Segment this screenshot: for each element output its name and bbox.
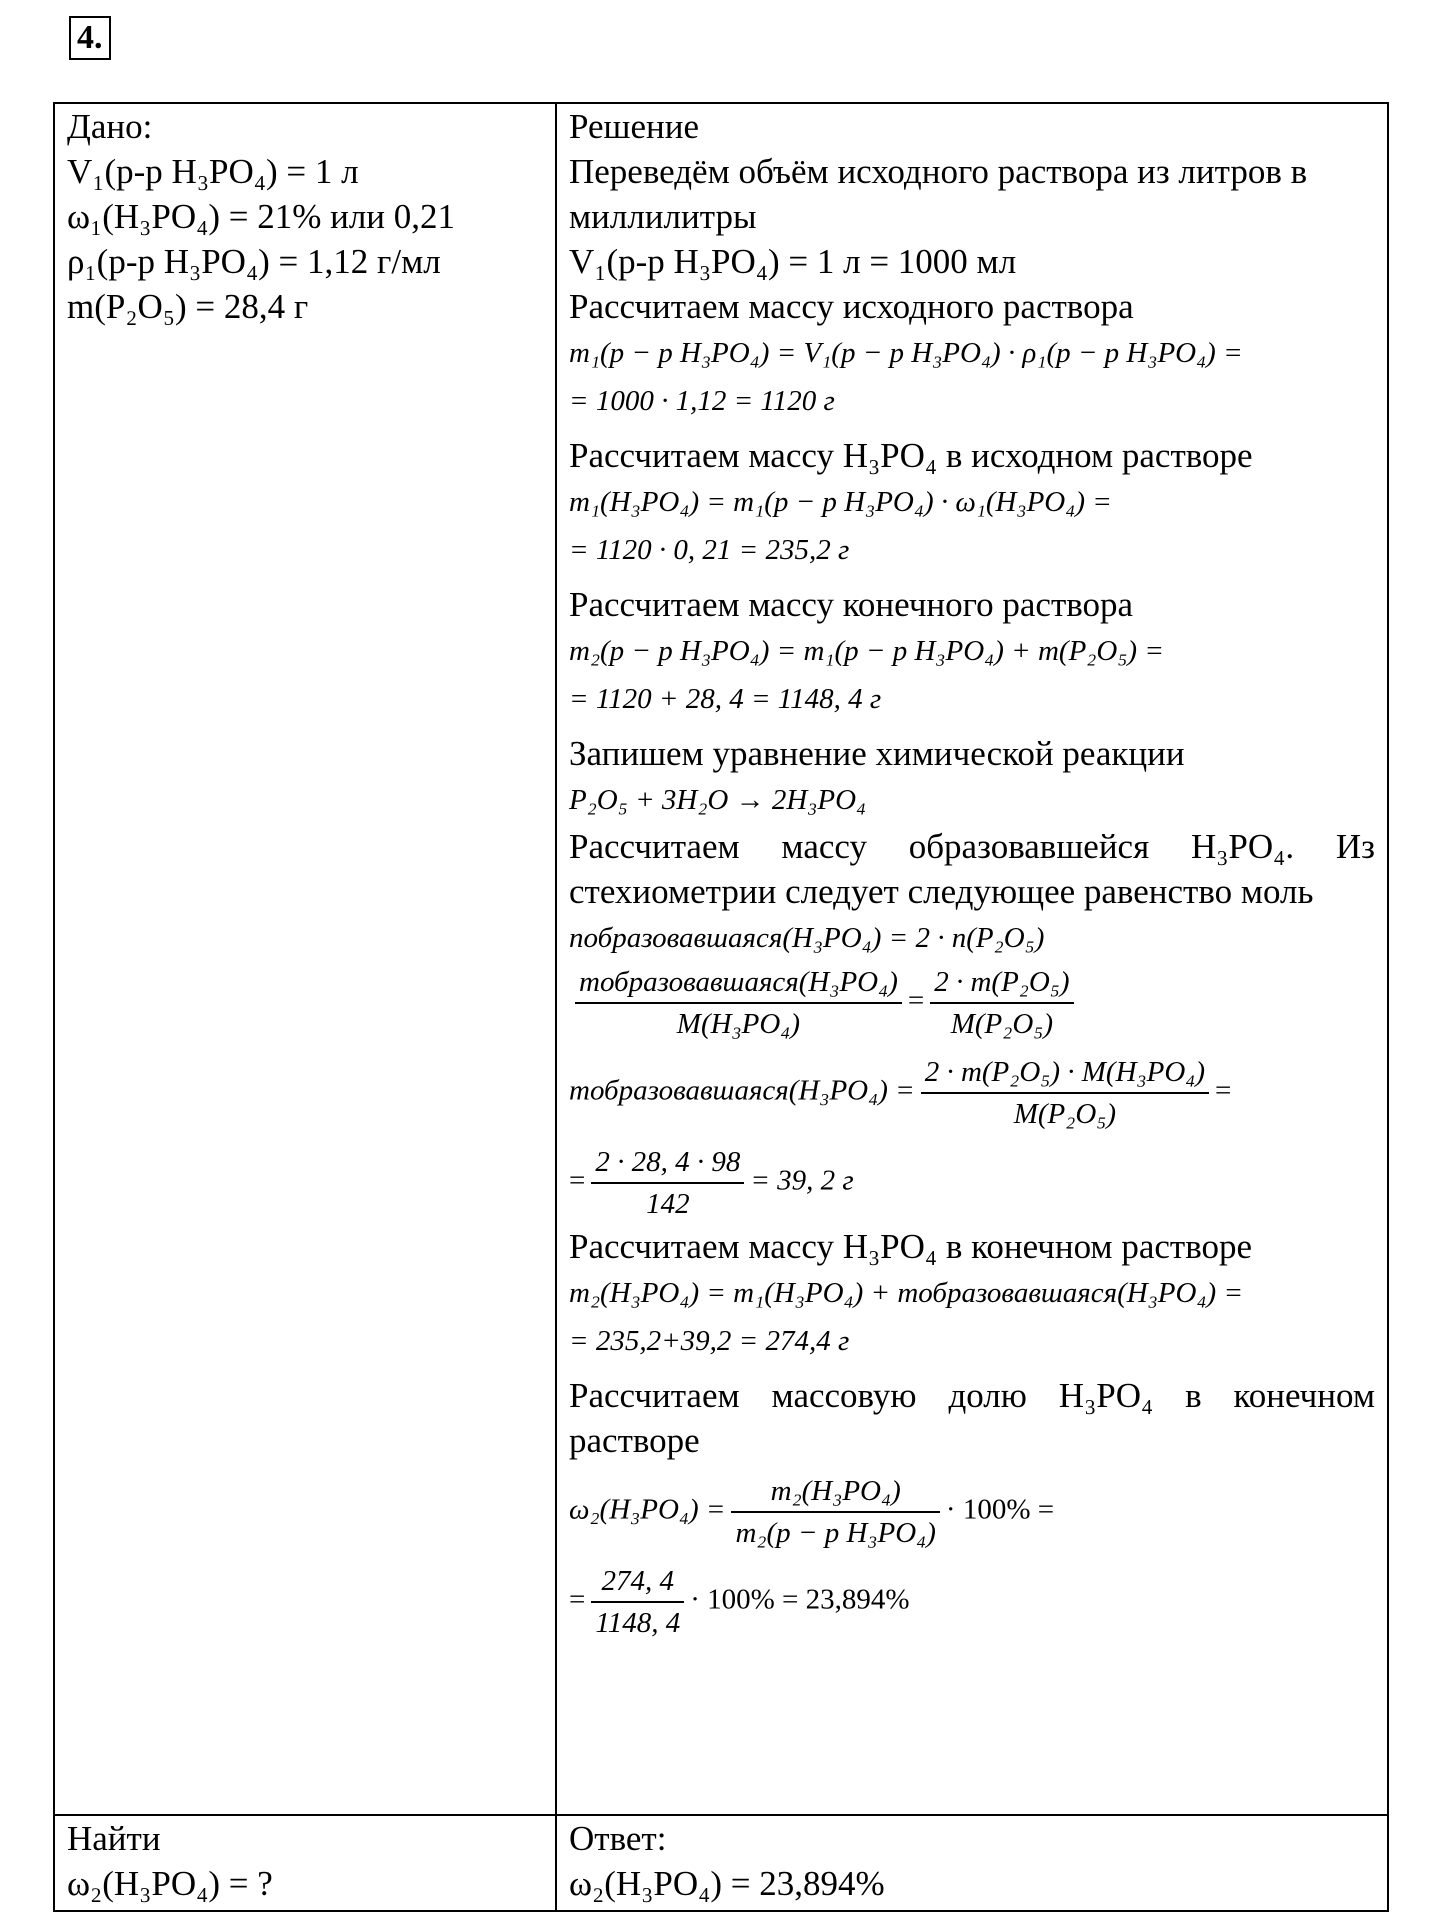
find-cell	[54, 1815, 556, 1911]
step7-equation-2: = 235,2+39,2 = 274,4 г	[569, 1325, 850, 1357]
step8-eq1-left: ω₂(H₃PO₄) =	[569, 1493, 726, 1526]
given-line-density: ρ₁(р-р H₃PO₄) = 1,12 г/мл	[67, 242, 441, 281]
step2-equation-2: = 1000 · 1,12 = 1120 г	[569, 385, 835, 417]
step6-fraction-left-numerator: mобразовавшаяся(H₃PO₄)	[575, 962, 902, 1004]
step7-text: Рассчитаем массу H₃PO₄ в конечном растворе	[569, 1227, 1253, 1266]
given-line-fraction: ω₁(H₃PO₄) = 21% или 0,21	[67, 197, 456, 236]
step4-equation-1: m₂(p − p H₃PO₄) = m₁(p − p H₃PO₄) + m(P₂O₅) =	[569, 635, 1164, 667]
step6-eq4-right: = 39, 2 г	[750, 1164, 854, 1197]
step8-text: Рассчитаем массовую долю H₃PO₄ в конечном растворе	[569, 1376, 1375, 1460]
step8-equation-2: = $\frac{274, 4}{1148, 4}$ · 100% = 23,894%	[569, 1561, 1375, 1643]
step5-text: Запишем уравнение химической реакции	[569, 734, 1185, 773]
step8-eq2-right: · 100% = 23,894%	[690, 1583, 910, 1616]
solution-cell	[556, 103, 1388, 1815]
step7-equation-1: m₂(H₃PO₄) = m₁(H₃PO₄) + mобразовавшаяся(H₃PO₄) =	[569, 1277, 1244, 1309]
step6-fraction-left	[575, 962, 902, 1044]
solution-title: Решение	[569, 107, 700, 146]
step5-equation: P₂O₅ + 3H₂O → 2H₃PO₄	[569, 784, 867, 816]
step6-fraction-right-denominator: M(P₂O₅)	[950, 1008, 1054, 1040]
step8-fraction-1-denominator: m₂(p − p H₃PO₄)	[735, 1517, 936, 1549]
step6-text: Рассчитаем массу образовавшейся H₃PO₄. Из стехиометрии следует следующее равенство моль	[569, 827, 1375, 911]
step6-equation-1: nобразовавшаяся(H₃PO₄) = 2 · n(P₂O₅)	[569, 922, 1045, 954]
answer-line: ω₂(H₃PO₄) = 23,894%	[569, 1864, 885, 1903]
answer-cell	[556, 1815, 1388, 1911]
given-line-mass: m(P₂O₅) = 28,4 г	[67, 287, 309, 326]
problem-number: 4.	[69, 16, 111, 60]
step8-fraction-2	[591, 1561, 684, 1643]
step6-eq3-left: mобразовавшаяся(H₃PO₄) =	[569, 1074, 915, 1107]
given-cell	[54, 103, 556, 1815]
step6-equation-2: $\frac{\text{mобразовавшаяся(H₃PO₄)}}{\text{M(H₃PO₄)}}$ = $\frac{\text{2 · m(P₂O₅)}}{\text{M(P₂O₅)}}$	[569, 962, 1375, 1044]
step8-fraction-2-denominator: 1148, 4	[595, 1607, 681, 1639]
step8-fraction-1	[731, 1471, 939, 1553]
find-title: Найти	[67, 1819, 161, 1858]
table-row-main	[54, 103, 1388, 1815]
step1-result: V₁(р-р H₃PO₄) = 1 л = 1000 мл	[569, 242, 1017, 281]
step1-text: Переведём объём исходного раствора из литров в миллилитры	[569, 152, 1308, 236]
given-title: Дано:	[67, 107, 153, 146]
step4-equation-2: = 1120 + 28, 4 = 1148, 4 г	[569, 683, 882, 715]
step6-fraction-4-denominator: 142	[646, 1188, 690, 1220]
step8-fraction-2-numerator: 274, 4	[591, 1561, 684, 1603]
step6-equation-3: mобразовавшаяся(H₃PO₄) = $\frac{\text{2 · m(P₂O₅) · M(H₃PO₄)}}{\text{M(P₂O₅)}}$ =	[569, 1052, 1375, 1134]
step2-equation-1: m₁(p − p H₃PO₄) = V₁(p − p H₃PO₄) · ρ₁(p − p H₃PO₄) =	[569, 337, 1243, 369]
step6-fraction-3-numerator: 2 · m(P₂O₅) · M(H₃PO₄)	[921, 1052, 1209, 1094]
step6-fraction-right	[930, 962, 1073, 1044]
step6-fraction-right-numerator: 2 · m(P₂O₅)	[930, 962, 1073, 1004]
step6-fraction-3-denominator: M(P₂O₅)	[1013, 1098, 1116, 1130]
step3-text: Рассчитаем массу H₃PO₄ в исходном растворе	[569, 436, 1253, 475]
step8-fraction-1-numerator: m₂(H₃PO₄)	[731, 1471, 939, 1513]
step4-text: Рассчитаем массу конечного раствора	[569, 585, 1134, 624]
step6-fraction-4	[591, 1142, 744, 1224]
solution-table	[53, 102, 1389, 1912]
table-row-answer	[54, 1815, 1388, 1911]
step6-equation-4: = $\frac{2 \cdot 28, 4 \cdot 98}{142}$ = 39, 2 г	[569, 1142, 1375, 1224]
step8-eq1-right: · 100% =	[945, 1493, 1055, 1526]
find-line: ω₂(H₃PO₄) = ?	[67, 1864, 273, 1903]
step8-equation-1	[569, 1471, 1375, 1553]
given-line-volume: V₁(р-р H₃PO₄) = 1 л	[67, 152, 359, 191]
step3-equation-2: = 1120 · 0, 21 = 235,2 г	[569, 534, 850, 566]
answer-title: Ответ:	[569, 1819, 667, 1858]
step3-equation-1: m₁(H₃PO₄) = m₁(p − p H₃PO₄) · ω₁(H₃PO₄) =	[569, 486, 1112, 518]
step6-fraction-3	[921, 1052, 1209, 1134]
step2-text: Рассчитаем массу исходного раствора	[569, 287, 1134, 326]
step6-fraction-4-numerator: 2 · 28, 4 · 98	[591, 1142, 744, 1184]
step6-fraction-left-denominator: M(H₃PO₄)	[676, 1008, 801, 1040]
